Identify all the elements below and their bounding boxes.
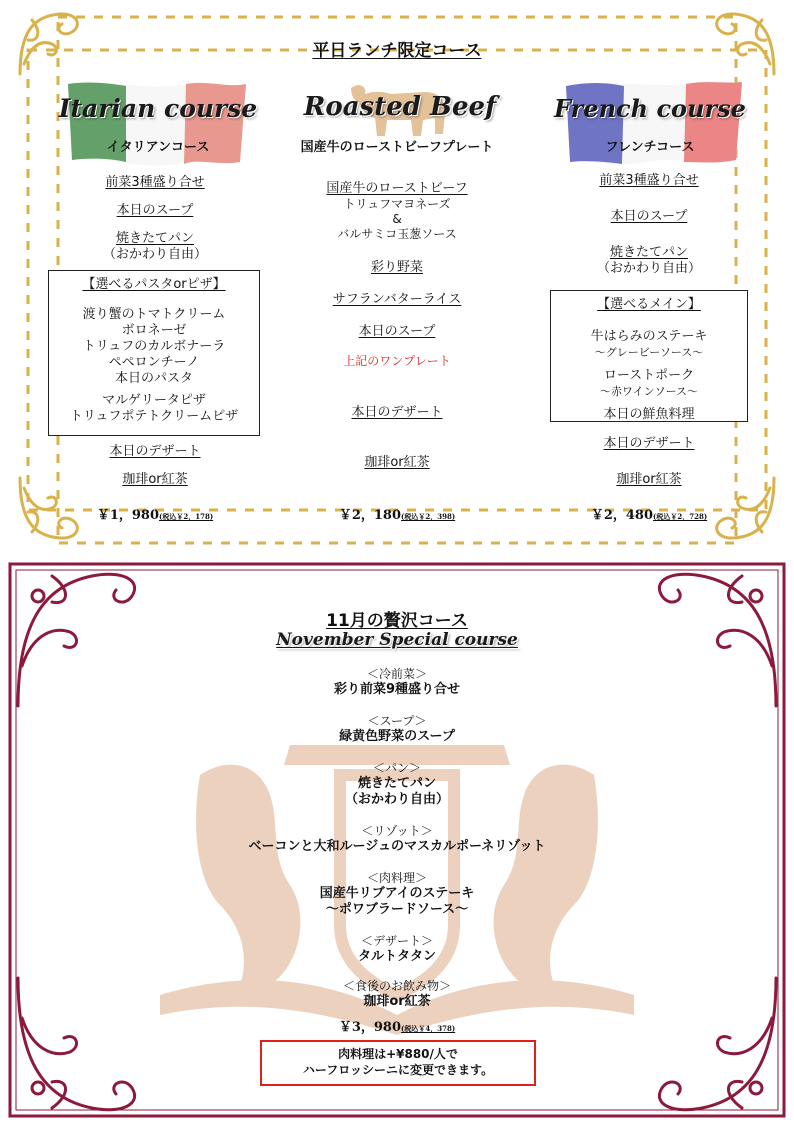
- course-block: [0, 667, 794, 698]
- menu-item: 焼きたてパン: [609, 245, 688, 260]
- course-label: ＜デザート＞: [360, 934, 433, 948]
- french-course-menu: [546, 173, 752, 277]
- course-label: ＜食後のお飲み物＞: [342, 979, 451, 993]
- choice-item: マルゲリータピザ: [102, 393, 206, 408]
- french-dessert: 本日のデザート: [603, 436, 695, 451]
- course-dish: ベーコンと大和ルージュのマスカルポーネリゾット: [248, 839, 546, 854]
- roasted-beef-script-title: Roasted Beef: [303, 92, 497, 122]
- french-price: [546, 504, 752, 523]
- menu-item: 本日のスープ: [116, 203, 194, 218]
- roasted-beef-drink: 珈琲or紅茶: [364, 455, 430, 470]
- italian-course-menu: [50, 175, 260, 263]
- menu-item: 前菜3種盛り合せ: [105, 175, 205, 190]
- course-block: [0, 761, 794, 808]
- november-course-price: [0, 1016, 794, 1035]
- pasta-pizza-choice-box: [48, 270, 260, 436]
- choice-item: 渡り蟹のトマトクリーム: [82, 307, 226, 322]
- menu-sauce: バルサミコ玉葱ソース: [337, 227, 457, 241]
- course-block: [0, 934, 794, 965]
- course-dish-note: ～ポワブラードソース～: [325, 902, 469, 917]
- choice-item: 本日の鮮魚料理: [603, 407, 695, 422]
- choice-item: 牛はらみのステーキ: [590, 329, 708, 344]
- italian-course-script-title: Itarian course: [58, 94, 258, 123]
- course-block: [0, 979, 794, 1010]
- weekday-lunch-title: 平日ランチ限定コース: [312, 41, 482, 61]
- roasted-beef-subtitle: 国産牛のローストビーフプレート: [300, 140, 494, 155]
- menu-note: （おかわり自由）: [596, 261, 701, 276]
- choice-item: トリュフのカルボナーラ: [82, 339, 226, 354]
- menu-item: 本日のスープ: [358, 324, 436, 339]
- notice-line: ハーフロッシーニに変更できます。: [302, 1063, 494, 1077]
- choice-box-title: 【選べるメイン】: [597, 297, 701, 312]
- course-label: ＜冷前菜＞: [366, 667, 427, 681]
- choice-item: ボロネーゼ: [121, 323, 187, 338]
- price-tax: (税込￥2，178): [159, 512, 214, 521]
- roasted-beef-dessert: 本日のデザート: [351, 405, 443, 420]
- november-course-list: [0, 667, 794, 1010]
- italian-dessert: 本日のデザート: [109, 444, 201, 459]
- price-value: ￥3，980: [338, 1020, 402, 1035]
- course-label: ＜リゾット＞: [361, 824, 433, 838]
- choice-item: ローストポーク: [603, 368, 695, 383]
- november-course-title: [0, 606, 794, 631]
- course-dish: 緑黄色野菜のスープ: [339, 729, 455, 744]
- course-dish: 彩り前菜9種盛り合せ: [333, 682, 461, 697]
- french-drink: 珈琲or紅茶: [616, 472, 682, 487]
- french-course-script-title: French course: [554, 94, 746, 123]
- menu-item: 焼きたてパン: [115, 231, 194, 246]
- course-label: ＜スープ＞: [367, 714, 427, 728]
- notice-line: 肉料理は+¥880/人で: [338, 1047, 458, 1061]
- italian-price: [50, 504, 260, 523]
- roasted-beef-price: [280, 504, 514, 523]
- choice-sauce: ～グレービーソース～: [594, 346, 704, 359]
- price-tax: (税込￥4，378): [401, 1024, 456, 1033]
- price-tax: (税込￥2，398): [401, 512, 456, 521]
- menu-sauce-separator: &: [392, 212, 402, 226]
- price-value: ￥2，480: [590, 508, 654, 523]
- italian-drink: 珈琲or紅茶: [122, 472, 188, 487]
- price-value: ￥1，980: [96, 508, 160, 523]
- course-block: [0, 714, 794, 745]
- pasta-choices: [49, 307, 259, 387]
- course-dish: 国産牛リブアイのステーキ: [319, 886, 475, 901]
- italian-course-subtitle: イタリアンコース: [106, 140, 210, 155]
- one-plate-note: 上記のワンプレート: [343, 354, 451, 368]
- price-value: ￥2，180: [338, 508, 402, 523]
- menu-note: （おかわり自由）: [102, 247, 207, 262]
- course-dish: 焼きたてパン: [357, 776, 436, 791]
- choice-item: トリュフポテトクリームピザ: [69, 409, 239, 424]
- choice-box-title: 【選べるパスタorピザ】: [82, 277, 226, 292]
- course-dish: 珈琲or紅茶: [363, 994, 431, 1009]
- menu-item: 前菜3種盛り合せ: [599, 173, 699, 188]
- course-dish-note: （おかわり自由）: [344, 792, 449, 807]
- french-course-subtitle: フレンチコース: [605, 140, 695, 155]
- main-choice-box: [550, 290, 748, 422]
- roasted-beef-menu: [280, 181, 514, 369]
- course-block: [0, 824, 794, 855]
- november-course-script-text: November Special course: [276, 630, 518, 650]
- menu-sauce: トリュフマヨネーズ: [343, 197, 451, 211]
- menu-item: サフランバターライス: [332, 292, 462, 307]
- menu-item: 本日のスープ: [610, 209, 688, 224]
- course-dish: タルトタタン: [357, 949, 436, 964]
- course-label: ＜パン＞: [372, 761, 421, 775]
- menu-item: 彩り野菜: [370, 260, 423, 275]
- price-tax: (税込￥2，728): [653, 512, 708, 521]
- choice-item: ペペロンチーノ: [108, 355, 200, 370]
- november-course-title-text: 11月の贅沢コース: [326, 611, 468, 631]
- course-label: ＜肉料理＞: [366, 871, 427, 885]
- menu-item: 国産牛のローストビーフ: [326, 181, 468, 196]
- course-block: [0, 871, 794, 918]
- pizza-choices: [49, 393, 259, 425]
- rossini-upgrade-notice: [260, 1040, 536, 1086]
- november-course-script-title: [0, 630, 794, 650]
- choice-sauce: ～赤ワインソース～: [599, 385, 699, 398]
- choice-item: 本日のパスタ: [114, 371, 193, 386]
